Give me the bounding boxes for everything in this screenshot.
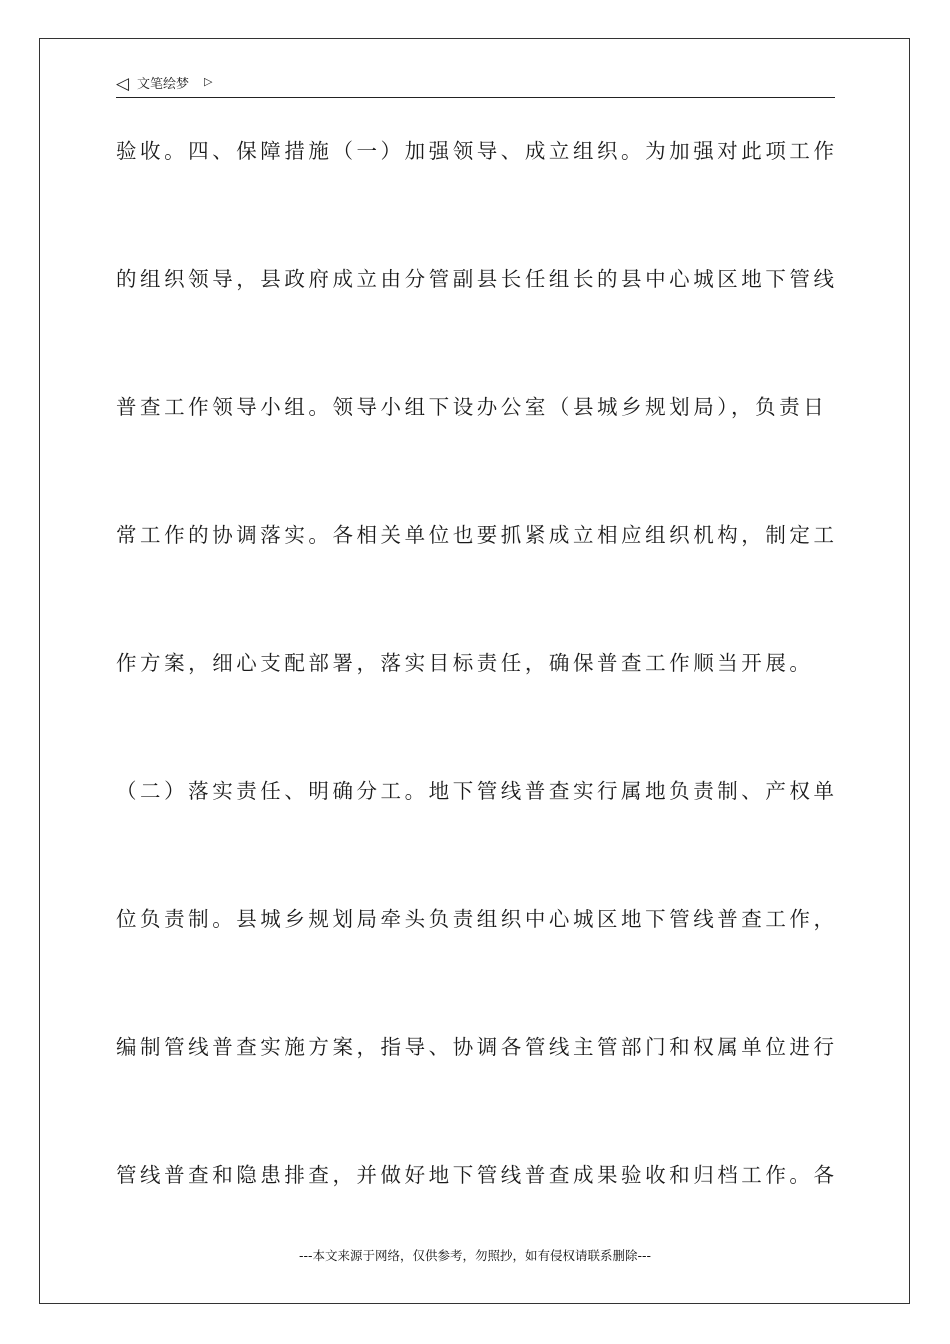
page-header [116, 72, 835, 98]
text-line: 位负责制。县城乡规划局牵头负责组织中心城区地下管线普查工作， [116, 907, 838, 931]
text-line: 管线普查和隐患排查，并做好地下管线普查成果验收和归档工作。各 [116, 1163, 838, 1187]
text-line: 验收。四、保障措施（一）加强领导、成立组织。为加强对此项工作 [116, 139, 838, 163]
text-line: 常工作的协调落实。各相关单位也要抓紧成立相应组织机构，制定工 [116, 523, 838, 547]
text-line: 普查工作领导小组。领导小组下设办公室（县城乡规划局），负责日 [116, 395, 828, 419]
text-line: 编制管线普查实施方案，指导、协调各管线主管部门和权属单位进行 [116, 1035, 838, 1059]
document-body [116, 128, 838, 1280]
triangle-left-icon: ◁ [116, 74, 130, 94]
header-title: 文笔绘梦 [137, 77, 190, 92]
footer-disclaimer: ---本文来源于网络，仅供参考，勿照抄，如有侵权请联系删除--- [298, 1248, 652, 1263]
triangle-right-icon: ▷ [204, 75, 213, 88]
text-line: 的组织领导，县政府成立由分管副县长任组长的县中心城区地下管线 [116, 267, 838, 291]
text-line: （二）落实责任、明确分工。地下管线普查实行属地负责制、产权单 [116, 779, 838, 803]
text-line: 作方案，细心支配部署，落实目标责任，确保普查工作顺当开展。 [116, 651, 814, 675]
